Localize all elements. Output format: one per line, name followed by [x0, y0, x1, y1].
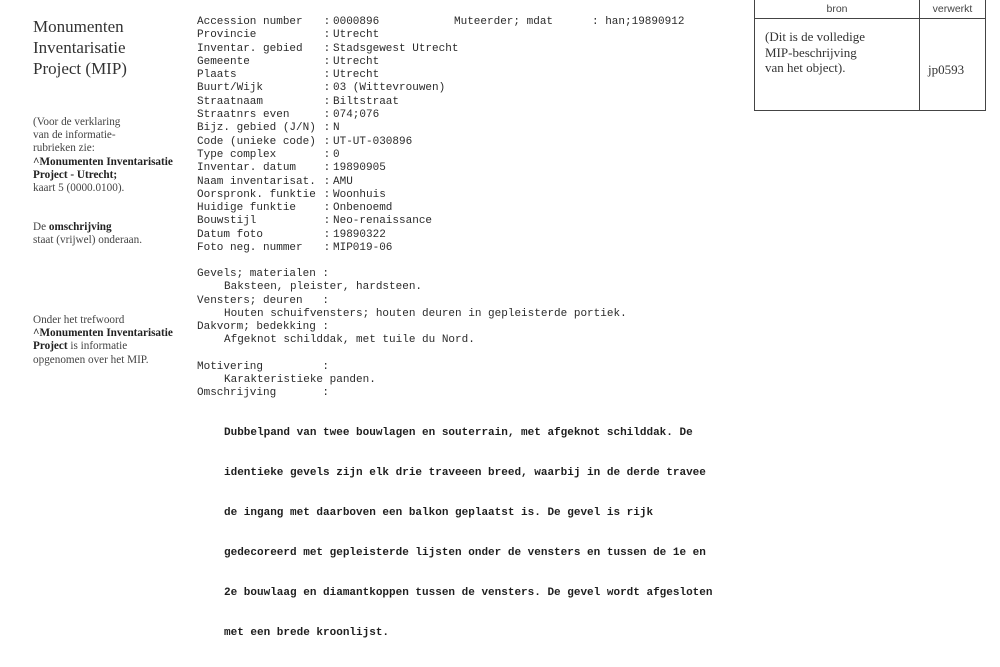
field-label: Huidige funktie	[197, 202, 297, 215]
field-colon: :	[317, 202, 331, 215]
info-note-verklaring	[33, 116, 183, 195]
field-row	[197, 122, 458, 135]
field-label: Inventar. gebied	[197, 42, 303, 55]
dakvorm-text: Afgeknot schilddak, met tuile du Nord.	[224, 334, 475, 347]
field-label: Datum foto	[197, 228, 264, 241]
field-label: Gemeente	[197, 55, 250, 68]
vensters-text: Houten schuifvensters; houten deuren in gepleisterde portiek.	[224, 307, 627, 320]
field-row	[197, 189, 458, 202]
field-label: Foto neg. nummer	[197, 242, 303, 255]
note-line: opgenomen over het MIP.	[33, 353, 149, 366]
field-value: Utrecht	[333, 69, 380, 82]
field-label: Provincie	[197, 29, 257, 42]
field-label: Plaats	[197, 69, 237, 82]
field-row	[197, 69, 458, 82]
field-colon: :	[317, 148, 331, 161]
field-value: 0000896	[333, 16, 380, 28]
bron-text	[765, 29, 915, 76]
gevels-text: Baksteen, pleister, hardsteen.	[224, 281, 423, 294]
note-line: (Voor de verklaring	[33, 116, 121, 128]
omschrijving-line: 2e bouwlaag en diamantkoppen tussen de vensters. De gevel wordt afgesloten	[224, 586, 713, 599]
dakvorm-heading: Dakvorm; bedekking :	[197, 321, 330, 334]
column-divider	[919, 18, 920, 110]
field-label: Bouwstijl	[197, 215, 257, 228]
field-row	[197, 43, 458, 56]
field-label: Type complex	[197, 148, 277, 161]
mip-title-line2: Inventarisatie	[33, 38, 126, 57]
note-text: De	[33, 221, 49, 233]
field-colon: :	[317, 135, 331, 148]
field-colon: :	[317, 122, 331, 135]
bron-verwerkt-table	[754, 0, 986, 111]
field-row	[197, 16, 458, 29]
field-colon: :	[317, 69, 331, 82]
note-line-bold: Project - Utrecht;	[33, 168, 118, 181]
field-colon: :	[317, 188, 331, 201]
omschrijving-line: Dubbelpand van twee bouwlagen en souterrain, met afgeknot schilddak. De	[224, 427, 693, 440]
record-fields	[197, 16, 685, 255]
omschrijving-heading: Omschrijving :	[197, 387, 330, 400]
field-label: Straatnaam	[197, 95, 264, 108]
mip-title-line3: Project (MIP)	[33, 59, 127, 78]
omschrijving-line: identieke gevels zijn elk drie traveeen breed, waarbij in de derde travee	[224, 467, 706, 480]
field-value: Utrecht	[333, 55, 380, 68]
field-colon: :	[317, 175, 331, 188]
note-line: kaart 5 (0000.0100).	[33, 182, 125, 195]
note-text: is informatie	[67, 340, 128, 353]
vensters-heading: Vensters; deuren :	[197, 294, 330, 307]
field-value: Neo-renaissance	[333, 215, 433, 228]
bron-line: van het object).	[765, 60, 846, 75]
field-row	[197, 215, 458, 228]
field-row	[197, 242, 458, 255]
verwerkt-value: jp0593	[928, 62, 965, 77]
note-line: Onder het trefwoord	[33, 314, 125, 326]
field-row	[197, 96, 458, 109]
bron-header: bron	[755, 0, 920, 19]
gevels-heading: Gevels; materialen :	[197, 268, 330, 280]
muteerder-row	[454, 16, 684, 29]
field-colon: :	[317, 29, 331, 42]
field-colon: :	[317, 42, 331, 55]
note-line-bold: ^Monumenten Inventarisatie	[33, 327, 173, 340]
field-row	[197, 29, 458, 42]
note-text-bold: omschrijving	[48, 221, 112, 233]
field-colon: :	[317, 228, 331, 241]
field-value: 0	[333, 148, 340, 161]
omschrijving-line: gedecoreerd met gepleisterde lijsten onder de vensters en tussen de 1e en	[224, 546, 706, 559]
sidebar	[33, 16, 183, 79]
omschrijving-line: de ingang met daarboven een balkon geplaatst is. De gevel is rijk	[224, 507, 654, 520]
field-row	[197, 109, 458, 122]
field-value: AMU	[333, 175, 353, 188]
omschrijving-text	[197, 401, 712, 667]
field-label: Oorspronk. funktie	[197, 188, 316, 201]
field-label: Naam inventarisat.	[197, 175, 316, 188]
field-row	[197, 136, 458, 149]
verwerkt-header: verwerkt	[920, 0, 985, 19]
note-line: rubrieken zie:	[33, 142, 95, 155]
field-label: Inventar. datum	[197, 162, 297, 175]
mip-title	[33, 16, 183, 79]
field-label: Accession number	[197, 16, 303, 28]
field-label: Straatnrs even	[197, 109, 290, 122]
field-value: Biltstraat	[333, 95, 400, 108]
field-value: UT-UT-030896	[333, 135, 413, 148]
motivering-text: Karakteristieke panden.	[224, 374, 376, 387]
field-label: Bijz. gebied (J/N)	[197, 122, 316, 135]
note-text-bold: Project	[33, 340, 68, 353]
info-note-omschrijving	[33, 221, 183, 247]
field-colon: :	[317, 162, 331, 175]
field-value: 074;076	[333, 109, 380, 122]
field-value: Woonhuis	[333, 188, 386, 201]
field-colon: :	[317, 215, 331, 228]
field-colon: :	[317, 82, 331, 95]
note-line: staat (vrijwel) onderaan.	[33, 234, 143, 247]
motivering-heading: Motivering :	[197, 360, 330, 373]
field-value: Stadsgewest Utrecht	[333, 42, 459, 55]
field-row	[197, 149, 458, 162]
bron-line: MIP-beschrijving	[765, 44, 857, 60]
field-colon: :	[317, 16, 331, 28]
field-colon: :	[317, 95, 331, 108]
field-row	[197, 82, 458, 95]
field-row	[197, 162, 458, 175]
omschrijving-line: met een brede kroonlijst.	[224, 626, 390, 639]
field-colon: :	[317, 242, 331, 255]
field-value: 19890322	[333, 228, 386, 241]
field-label: Buurt/Wijk	[197, 82, 264, 95]
field-value: Utrecht	[333, 29, 380, 42]
field-row	[197, 202, 458, 215]
field-row	[197, 176, 458, 189]
field-row	[197, 56, 458, 69]
info-note-trefwoord	[33, 314, 183, 367]
field-value: 19890905	[333, 162, 386, 175]
bron-line: (Dit is de volledige	[765, 29, 866, 44]
field-value: 03 (Wittevrouwen)	[333, 82, 446, 95]
mip-title-line1: Monumenten	[33, 17, 124, 36]
muteerder-label: Muteerder; mdat	[454, 16, 554, 28]
field-colon: :	[317, 109, 331, 122]
field-value: MIP019-06	[333, 242, 393, 255]
field-row	[197, 229, 458, 242]
field-colon: :	[317, 55, 331, 68]
field-label: Code (unieke code)	[197, 135, 316, 148]
note-line: van de informatie-	[33, 129, 116, 142]
muteerder-value: : han;19890912	[592, 16, 685, 28]
field-value: N	[333, 122, 340, 135]
field-value: Onbenoemd	[333, 202, 393, 215]
note-line-bold: ^Monumenten Inventarisatie	[33, 155, 173, 168]
record-sections	[197, 268, 712, 667]
